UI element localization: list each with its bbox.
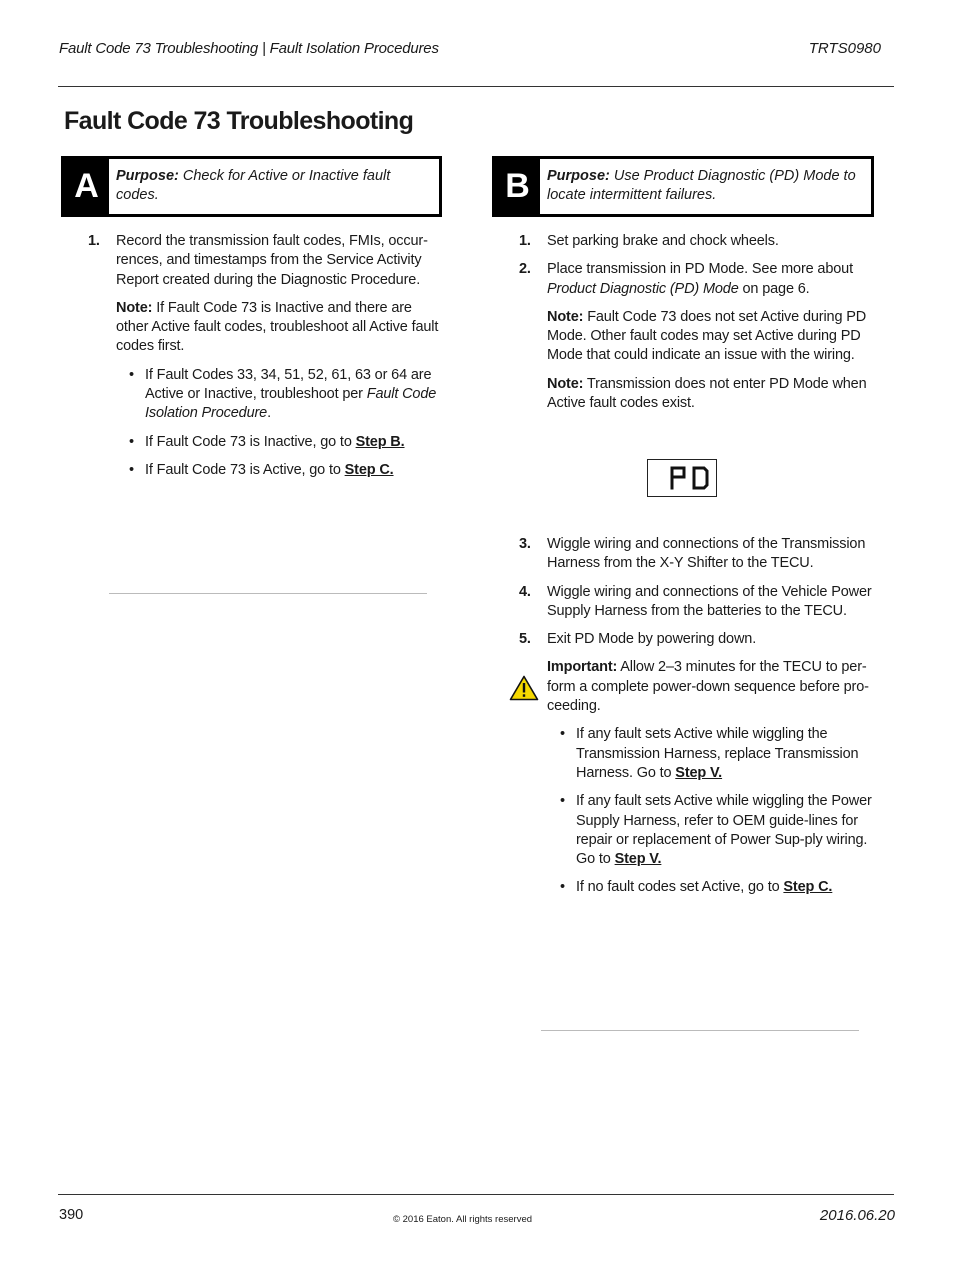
step-a-content [84, 232, 440, 489]
bullet-item [515, 792, 873, 869]
list-item [515, 232, 873, 251]
note [116, 299, 440, 357]
item-number: 1. [88, 233, 100, 249]
step-v-link[interactable]: Step V. [614, 851, 662, 868]
step-a-end-rule [109, 593, 427, 594]
bullet-icon: • [560, 793, 565, 810]
step-b-box [492, 156, 874, 217]
item-number: 2. [519, 261, 531, 278]
note-text: Fault Code 73 does not set Active during PD Mode. Other fault codes may set Active during PD Mode that could indicate an issue with the wiring. [547, 308, 867, 364]
item-number: 1. [519, 233, 531, 249]
pd-mode-reference: Product Diagnostic (PD) Mode [547, 280, 739, 297]
bullet-text: If any fault sets Active while wiggling the Power Supply Harness, refer to OEM guide-lines for repair or replacement of Power Sup-ply wiring. Go to [576, 793, 872, 868]
list-item [515, 583, 873, 622]
step-c-link[interactable]: Step C. [783, 879, 833, 896]
list-item [515, 260, 873, 299]
document-number: TRTS0980 [808, 40, 881, 57]
bullet-text-end: . [267, 405, 271, 422]
item-text: Place transmission in PD Mode. See more about [547, 261, 853, 278]
copyright: © 2016 Eaton. All rights reserved [392, 1214, 533, 1225]
note [547, 308, 873, 366]
purpose-label: Purpose: [116, 168, 179, 184]
step-a-purpose [116, 167, 427, 205]
step-b-content-top [515, 232, 873, 422]
note-text: If Fault Code 73 is Inactive and there are other Active fault codes, troubleshoot all Active fault codes first. [116, 299, 439, 355]
step-b-letter: B [495, 159, 540, 214]
step-c-link[interactable]: Step C. [344, 461, 394, 478]
item-number: 3. [519, 536, 531, 552]
step-b-purpose [547, 167, 859, 205]
note-label: Note: [116, 299, 153, 316]
bullet-text: If Fault Code 73 is Inactive, go to [145, 433, 356, 450]
item-text: Exit PD Mode by powering down. [547, 631, 757, 648]
list-item [84, 232, 440, 290]
item-text: Wiggle wiring and connections of the Vehicle Power Supply Harness from the batteries to the TECU. [547, 583, 872, 619]
item-text: Set parking brake and chock wheels. [547, 233, 779, 249]
procedure-reference: Fault Code Isolation Procedure [145, 386, 437, 422]
important-label: Important: [547, 659, 618, 676]
item-text-end: on page 6. [738, 280, 810, 297]
step-a-box [61, 156, 442, 217]
bullet-item [84, 461, 440, 480]
note-label: Note: [547, 375, 584, 392]
footer-rule [58, 1194, 894, 1195]
step-b-end-rule [541, 1030, 859, 1031]
page-number: 390 [59, 1207, 84, 1223]
list-item [515, 630, 873, 649]
purpose-text: Check for Active or Inactive fault codes. [116, 168, 391, 203]
bullet-icon: • [129, 366, 134, 383]
item-number: 5. [519, 631, 531, 648]
page-title: Fault Code 73 Troubleshooting [64, 107, 414, 135]
revision-date: 2016.06.20 [819, 1207, 895, 1224]
warning-triangle-icon [509, 675, 539, 701]
note-text: Transmission does not enter PD Mode when Active fault codes exist. [547, 375, 867, 412]
bullet-item [84, 366, 440, 424]
bullet-icon: • [560, 879, 565, 896]
note-label: Note: [547, 308, 584, 325]
bullet-icon: • [129, 461, 134, 478]
item-text: Record the transmission fault codes, FMIs, occur-rences, and timestamps from the Service Activity Report created during the Diagnostic Procedure. [116, 233, 428, 288]
item-text: Wiggle wiring and connections of the Transmission Harness from the X-Y Shifter to the TECU. [547, 536, 866, 572]
bullet-icon: • [560, 726, 565, 743]
purpose-label: Purpose: [547, 168, 610, 184]
list-item [515, 535, 873, 574]
purpose-text: Use Product Diagnostic (PD) Mode to locate intermittent failures. [547, 168, 856, 203]
bullet-text: If any fault sets Active while wiggling the Transmission Harness, replace Transmission Harness. Go to [576, 726, 859, 781]
bullet-icon: • [129, 433, 134, 450]
bullet-item [515, 725, 873, 783]
step-v-link[interactable]: Step V. [675, 764, 723, 781]
header-rule [58, 86, 894, 87]
running-header-title: Fault Code 73 Troubleshooting | Fault Isolation Procedures [59, 40, 439, 57]
bullet-item [84, 433, 440, 452]
pd-segment-display [648, 460, 715, 495]
step-a-letter: A [64, 159, 109, 214]
step-b-link[interactable]: Step B. [355, 433, 405, 450]
item-number: 4. [519, 583, 531, 600]
important-note [547, 658, 873, 716]
pd-mode-display-icon [647, 459, 717, 497]
step-b-content-bottom [515, 535, 873, 907]
bullet-text: If no fault codes set Active, go to [576, 879, 784, 896]
bullet-text: If Fault Code 73 is Active, go to [145, 461, 345, 478]
important-text: Allow 2–3 minutes for the TECU to per-form a complete power-down sequence before pro-ceeding. [547, 659, 869, 715]
bullet-item [515, 878, 873, 897]
note [547, 375, 873, 414]
bullet-text: If Fault Codes 33, 34, 51, 52, 61, 63 or 64 are Active or Inactive, troubleshoot per [145, 366, 432, 403]
